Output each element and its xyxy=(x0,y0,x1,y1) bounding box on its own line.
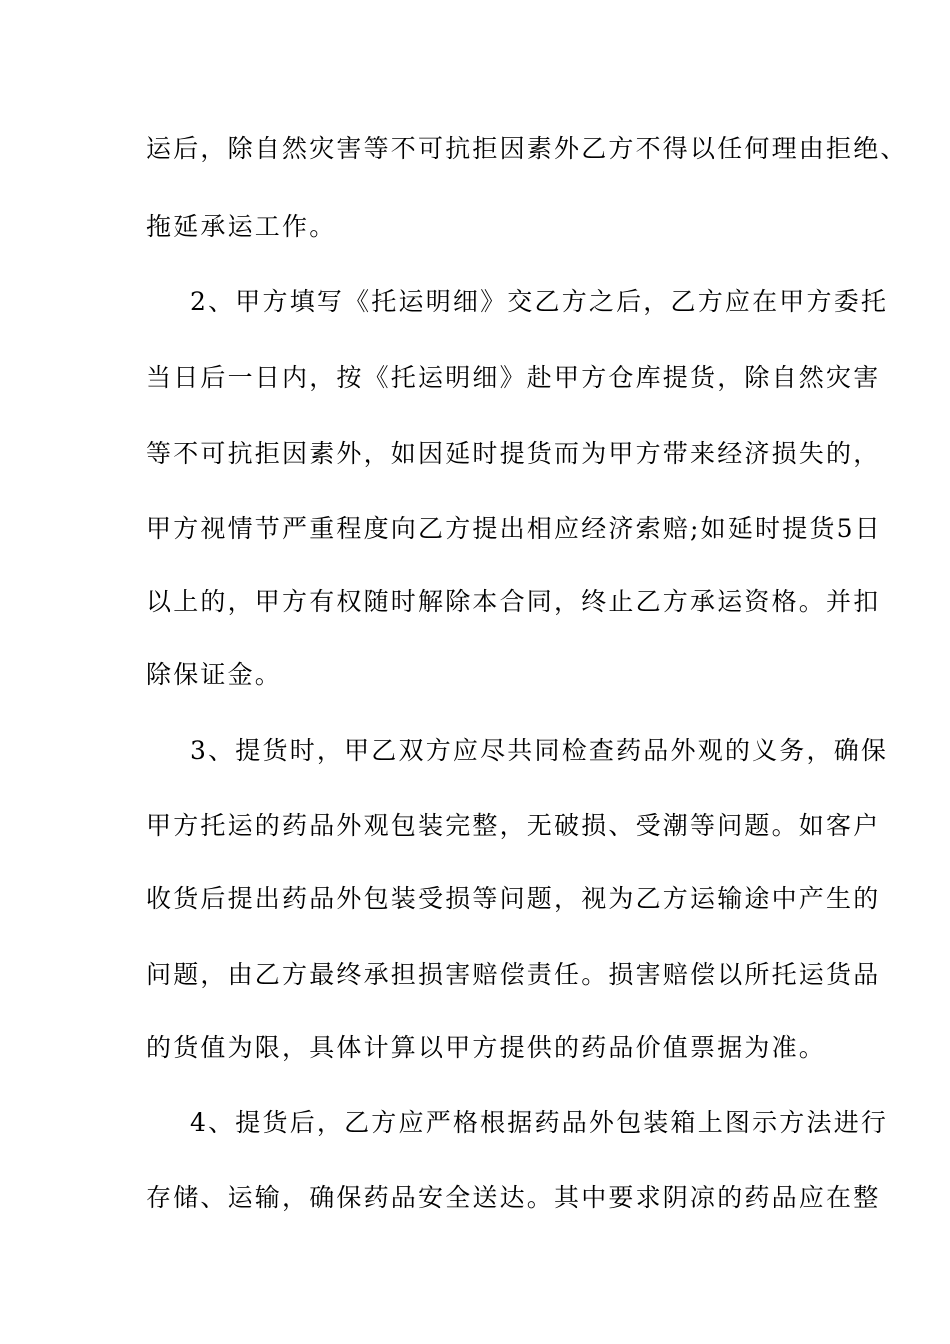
text-line: 存储、运输，确保药品安全送达。其中要求阴凉的药品应在整 xyxy=(146,1183,881,1212)
text-line: 拖延承运工作。 xyxy=(146,212,337,241)
text-line: 的货值为限，具体计算以甲方提供的药品价值票据为准。 xyxy=(146,1033,827,1062)
text-line: 问题，由乙方最终承担损害赔偿责任。损害赔偿以所托运货品 xyxy=(146,960,881,989)
text-line: 以上的，甲方有权随时解除本合同，终止乙方承运资格。并扣 xyxy=(146,587,881,616)
text-line: 甲方托运的药品外观包装完整，无破损、受潮等问题。如客户 xyxy=(146,811,881,840)
text-line: 除保证金。 xyxy=(146,660,283,689)
text-line: 运后，除自然灾害等不可抗拒因素外乙方不得以任何理由拒绝、 xyxy=(146,134,908,163)
paragraph-start-line: 2、甲方填写《托运明细》交乙方之后，乙方应在甲方委托 xyxy=(190,287,889,316)
text-line: 甲方视情节严重程度向乙方提出相应经济索赔;如延时提货5日 xyxy=(146,514,882,543)
text-line: 当日后一日内，按《托运明细》赴甲方仓库提货，除自然灾害 xyxy=(146,363,881,392)
paragraph-start-line: 4、提货后，乙方应严格根据药品外包装箱上图示方法进行 xyxy=(190,1108,889,1137)
paragraph-start-line: 3、提货时，甲乙双方应尽共同检查药品外观的义务，确保 xyxy=(190,736,889,765)
text-line: 收货后提出药品外包装受损等问题，视为乙方运输途中产生的 xyxy=(146,884,881,913)
text-line: 等不可抗拒因素外，如因延时提货而为甲方带来经济损失的， xyxy=(146,439,881,468)
